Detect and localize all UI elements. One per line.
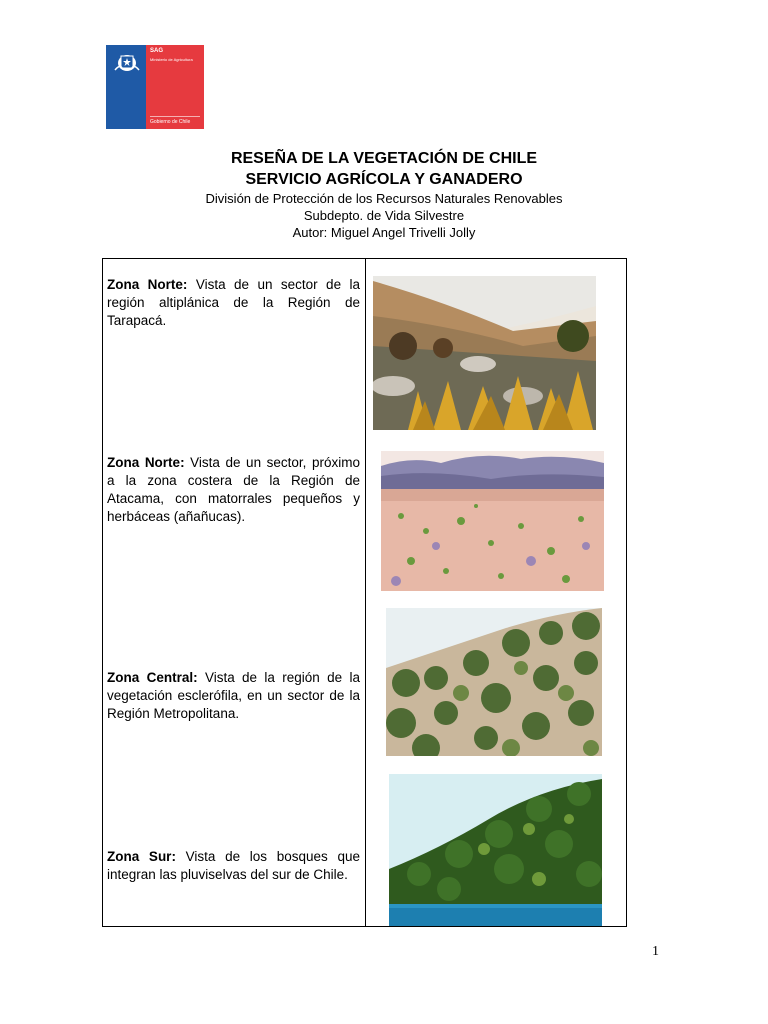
row-1-text <box>107 276 360 330</box>
logo-separator <box>150 116 200 117</box>
row-2-description: Vista de un sector, próximo a la zona costera de la Región de Atacama, con matorrales pequeños y herbáceas (añañucas). <box>107 455 360 524</box>
row-4-description: Vista de los bosques que integran las pluviselvas del sur de Chile. <box>107 849 360 882</box>
document-title: RESEÑA DE LA VEGETACIÓN DE CHILE <box>230 150 538 167</box>
row-1-description: Vista de un sector de la región altiplánica de la Región de Tarapacá. <box>107 277 360 328</box>
row-3-text <box>107 669 360 723</box>
logo-ministry-text: Ministerio de Agricultura <box>150 57 193 62</box>
photo-atacama <box>381 451 604 591</box>
photo-altiplano <box>373 276 596 430</box>
coat-of-arms-icon <box>112 50 142 74</box>
row-2-zone: Zona Norte: <box>107 455 185 470</box>
logo-sag-text: SAG <box>150 48 164 54</box>
document-subtitle: SERVICIO AGRÍCOLA Y GANADERO <box>245 171 523 188</box>
photo-sclerophyll <box>386 608 602 756</box>
row-3-description: Vista de la región de la vegetación esclerófila, en un sector de la Región Metropolitana. <box>107 670 360 721</box>
division-line: División de Protección de los Recursos Naturales Renovables <box>205 191 563 206</box>
column-divider <box>365 259 366 926</box>
row-3-zone: Zona Central: <box>107 670 198 685</box>
row-4-zone: Zona Sur: <box>107 849 176 864</box>
vegetation-table <box>102 258 627 927</box>
row-4-text <box>107 848 360 884</box>
row-1-zone: Zona Norte: <box>107 277 188 292</box>
author-line: Autor: Miguel Angel Trivelli Jolly <box>292 225 476 240</box>
subdepartment-line: Subdepto. de Vida Silvestre <box>303 208 465 223</box>
sag-logo <box>106 45 204 129</box>
logo-government-text: Gobierno de Chile <box>150 119 191 125</box>
page-number: 1 <box>652 944 659 959</box>
row-2-text <box>107 454 360 526</box>
photo-rainforest <box>389 774 602 926</box>
